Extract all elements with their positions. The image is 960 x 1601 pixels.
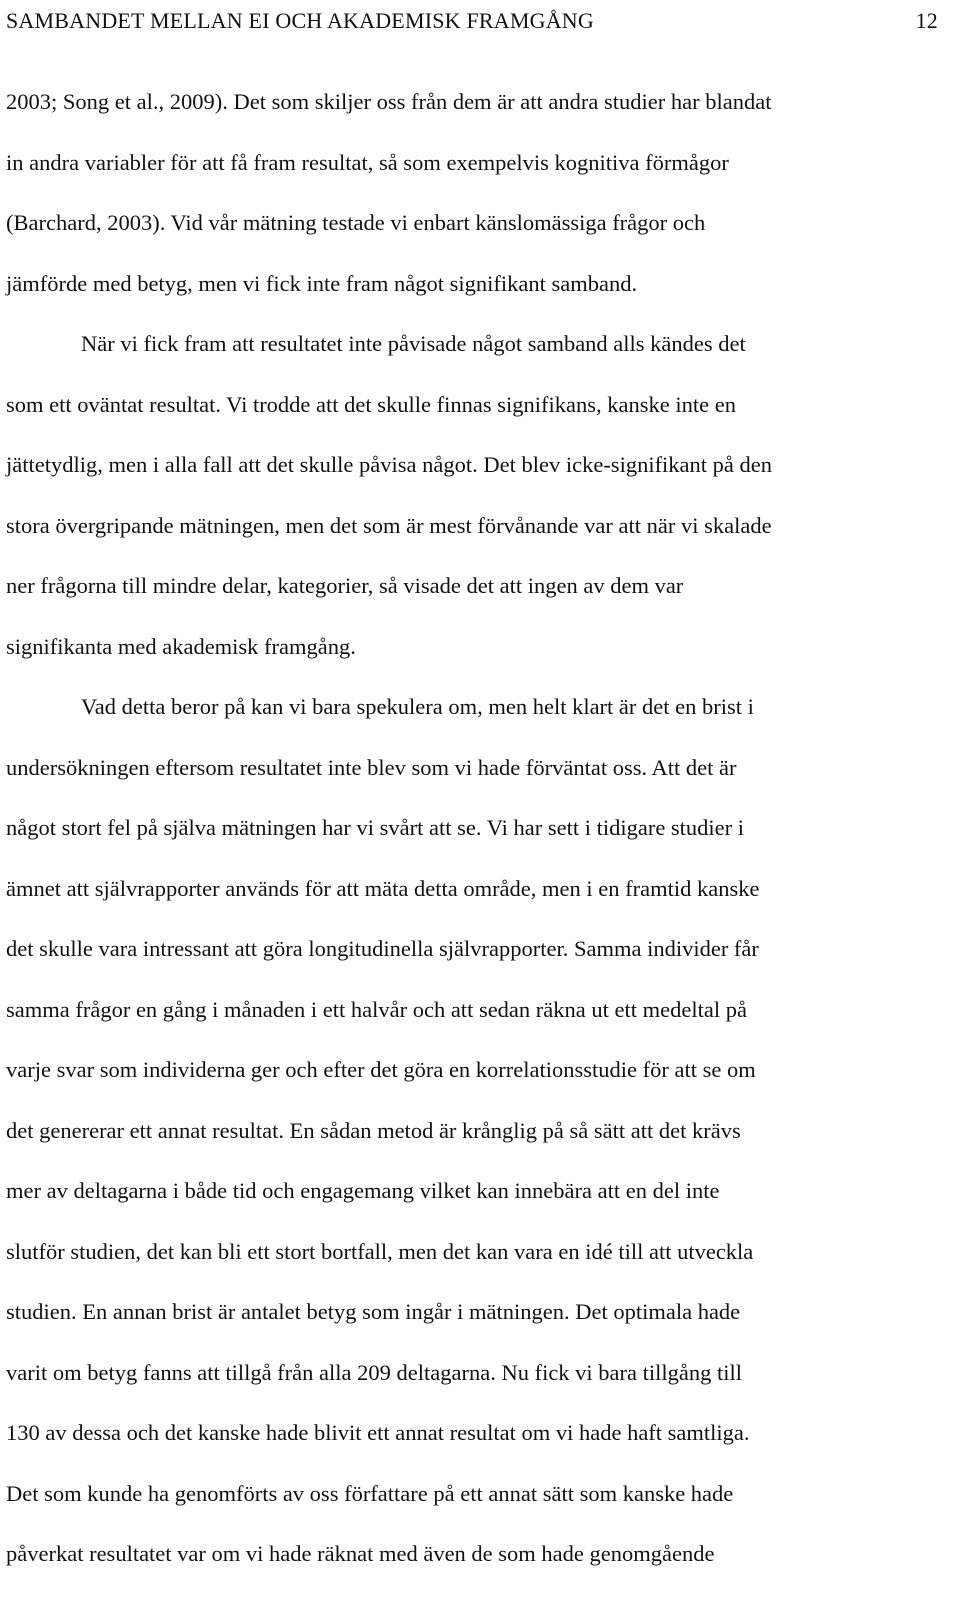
running-title: SAMBANDET MELLAN EI OCH AKADEMISK FRAMGÅNG bbox=[6, 8, 594, 33]
text-line: det genererar ett annat resultat. En sådan metod är krånglig på så sätt att det krävs bbox=[6, 1117, 741, 1143]
text-line: påverkat resultatet var om vi hade räknat med även de som hade genomgående bbox=[6, 1541, 715, 1566]
paragraph-first-line: Vad detta beror på kan vi bara spekulera om, men helt klart är det en brist i bbox=[81, 694, 754, 719]
text-line: jämförde med betyg, men vi fick inte fram något signifikant samband. bbox=[6, 270, 638, 296]
text-line: signifikanta med akademisk framgång. bbox=[6, 633, 356, 659]
text-line: mer av deltagarna i både tid och engagemang vilket kan innebära att en del inte bbox=[6, 1178, 720, 1203]
text-line: det skulle vara intressant att göra longitudinella självrapporter. Samma individer får bbox=[6, 936, 759, 961]
text-line: som ett oväntat resultat. Vi trodde att det skulle finnas signifikans, kanske inte en bbox=[6, 391, 736, 417]
page-number: 12 bbox=[915, 8, 938, 33]
text-line: något stort fel på själva mätningen har vi svårt att se. Vi har sett i tidigare studier i bbox=[6, 815, 745, 840]
text-line: ämnet att självrapporter används för att mäta detta område, men i en framtid kanske bbox=[6, 875, 760, 901]
text-line: 2003; Song et al., 2009). Det som skiljer oss från dem är att andra studier har blandat bbox=[6, 89, 772, 114]
text-line: stora övergripande mätningen, men det som är mest förvånande var att när vi skalade bbox=[6, 512, 772, 538]
text-line: 130 av dessa och det kanske hade blivit ett annat resultat om vi hade haft samtliga. bbox=[6, 1420, 750, 1445]
text-line: ner frågorna till mindre delar, kategorier, så visade det att ingen av dem var bbox=[6, 573, 684, 598]
body-text bbox=[6, 72, 938, 1585]
text-line: undersökningen eftersom resultatet inte blev som vi hade förväntat oss. Att det är bbox=[6, 754, 737, 780]
text-line: varit om betyg fanns att tillgå från alla 209 deltagarna. Nu fick vi bara tillgång till bbox=[6, 1359, 743, 1385]
paragraph-first-line: När vi fick fram att resultatet inte påvisade något samband alls kändes det bbox=[81, 331, 746, 356]
text-line: studien. En annan brist är antalet betyg som ingår i mätningen. Det optimala hade bbox=[6, 1299, 741, 1324]
text-line: in andra variabler för att få fram resultat, så som exempelvis kognitiva förmågor bbox=[6, 149, 729, 175]
text-line: Det som kunde ha genomförts av oss författare på ett annat sätt som kanske hade bbox=[6, 1480, 734, 1506]
text-line: samma frågor en gång i månaden i ett halvår och att sedan räkna ut ett medeltal på bbox=[6, 996, 747, 1022]
page-header bbox=[6, 4, 938, 38]
text-line: varje svar som individerna ger och efter det göra en korrelationsstudie för att se om bbox=[6, 1057, 756, 1082]
text-line: (Barchard, 2003). Vid vår mätning testade vi enbart känslomässiga frågor och bbox=[6, 210, 706, 235]
text-line: jättetydlig, men i alla fall att det skulle påvisa något. Det blev icke-signifikant på den bbox=[6, 452, 773, 477]
text-line: slutför studien, det kan bli ett stort bortfall, men det kan vara en idé till att utveckla bbox=[6, 1238, 754, 1264]
